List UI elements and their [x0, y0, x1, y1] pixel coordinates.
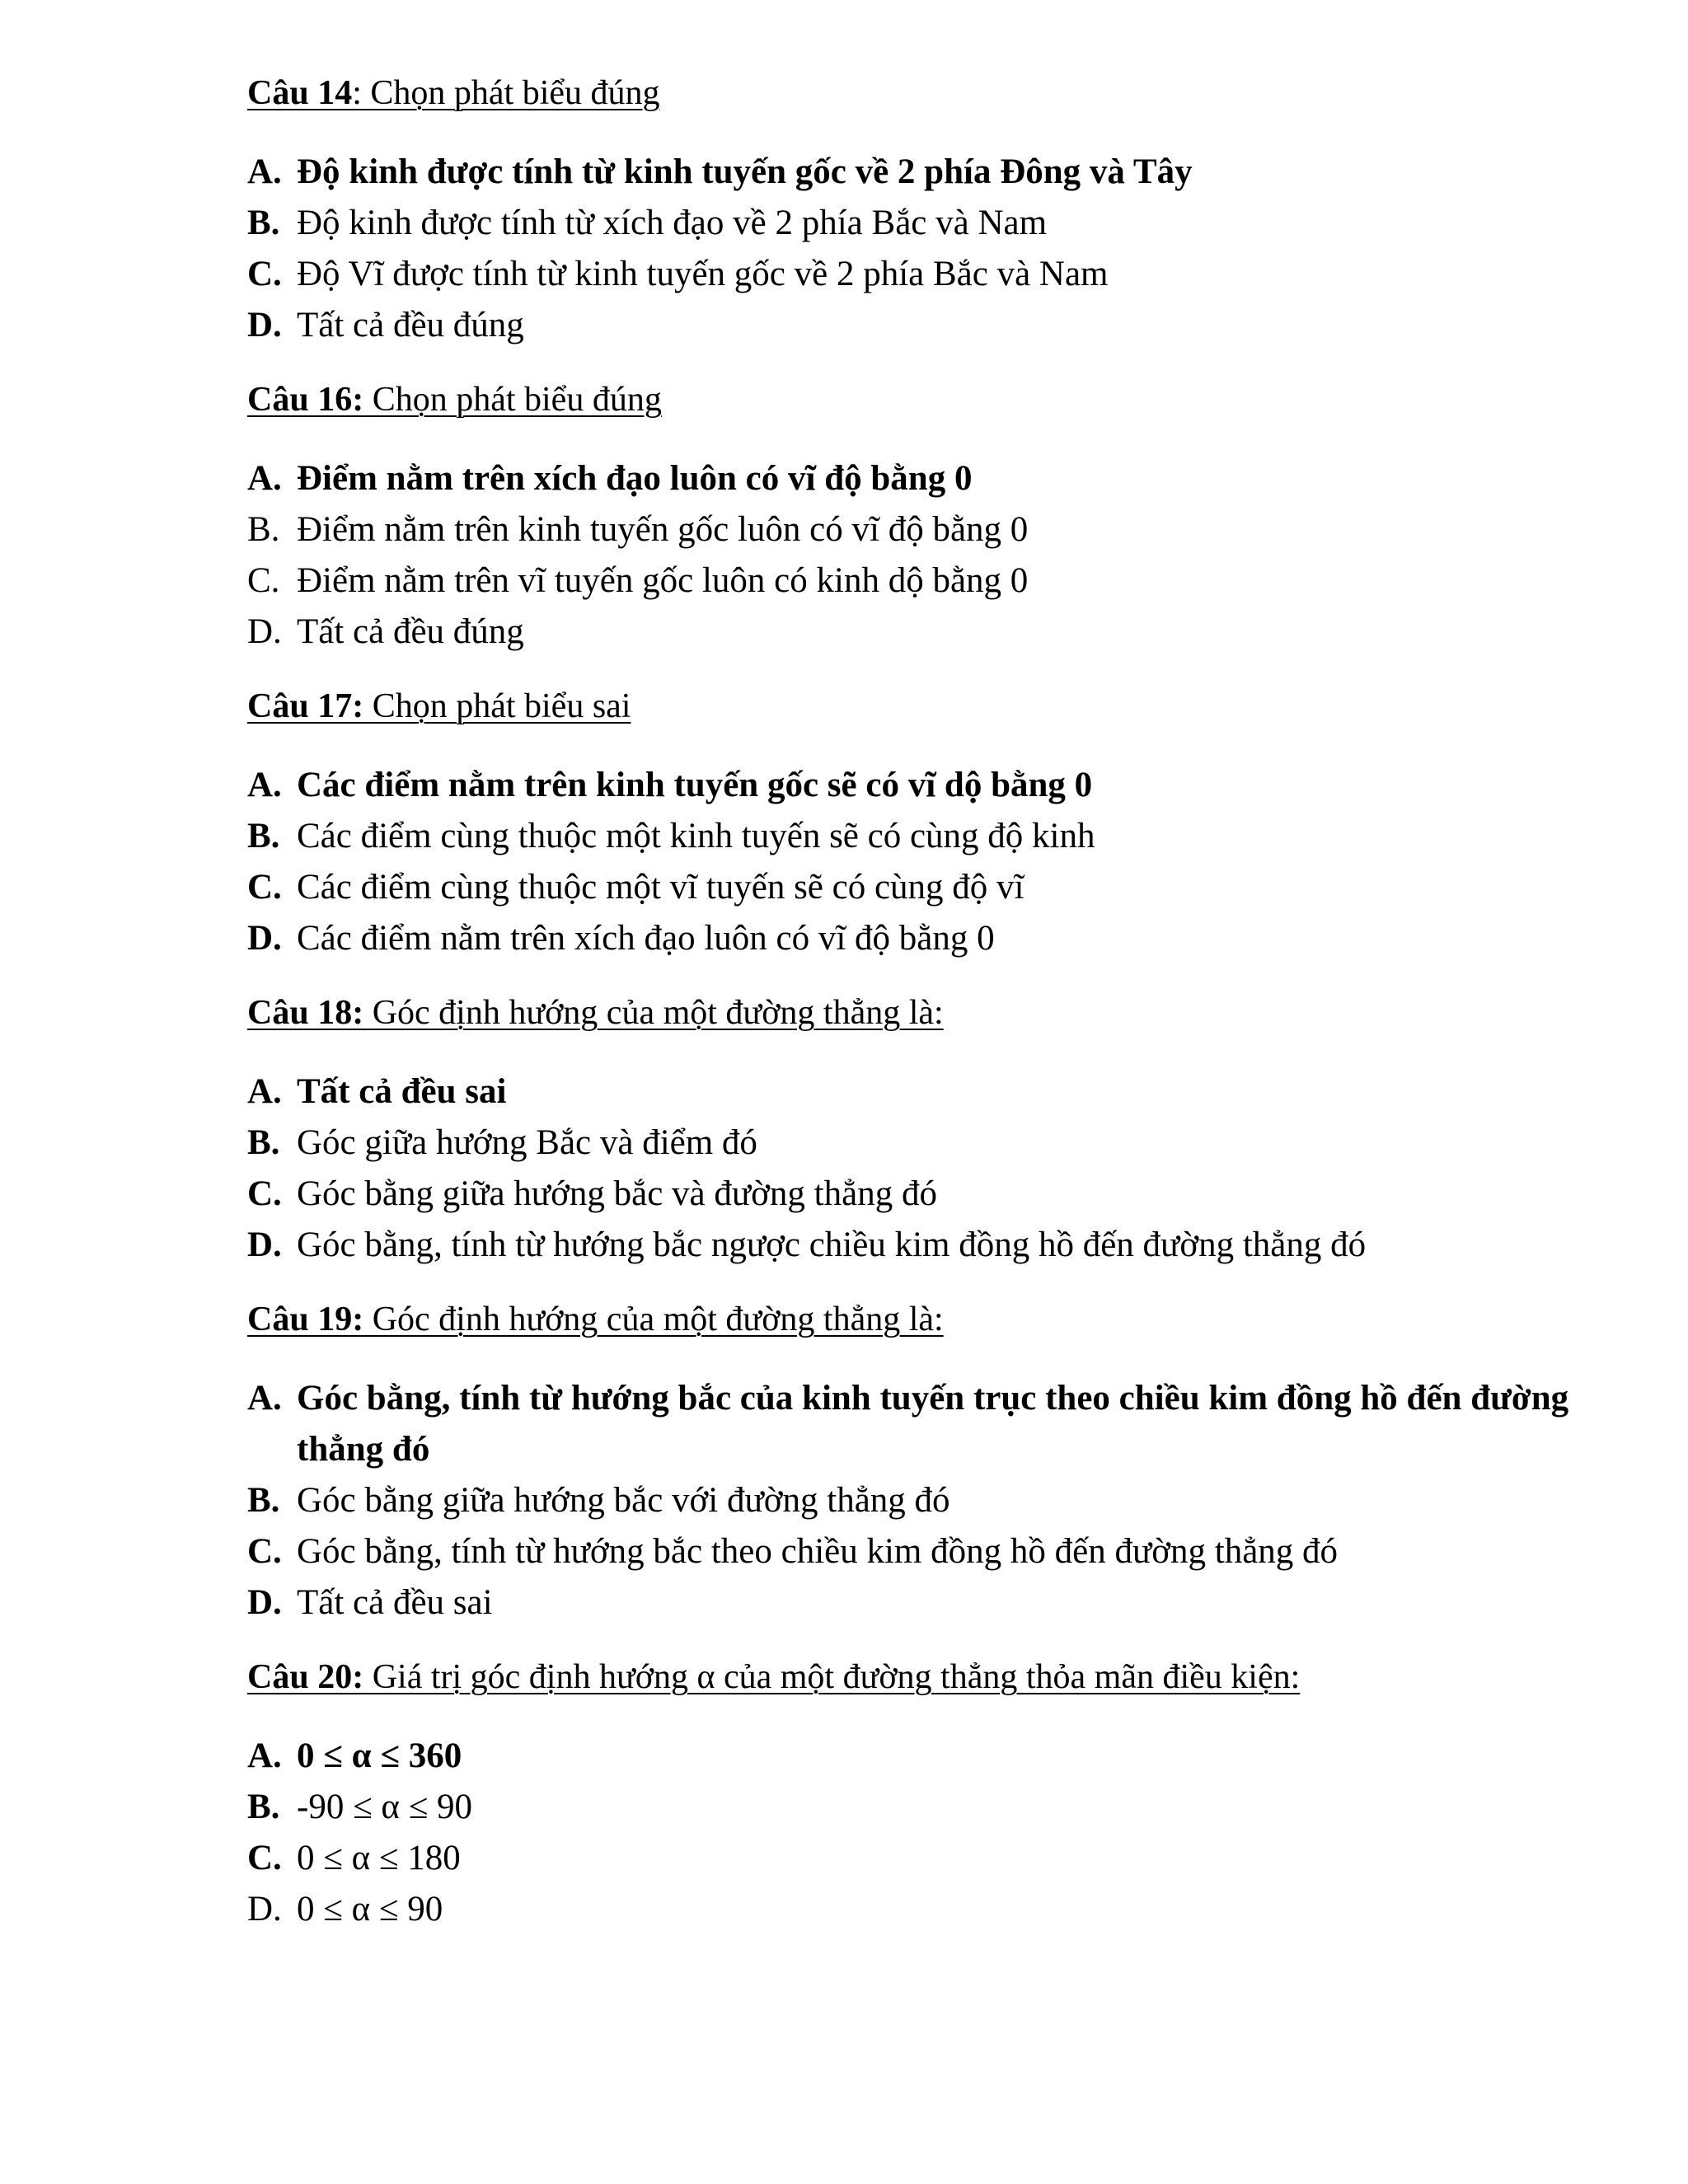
option-list — [247, 1731, 1599, 1935]
option-b — [247, 1118, 1599, 1169]
option-letter: A. — [247, 766, 282, 804]
option-b — [247, 198, 1599, 249]
option-b — [247, 1782, 1599, 1833]
option-d — [247, 607, 1599, 658]
question-14 — [247, 73, 1599, 351]
option-d — [247, 300, 1599, 351]
option-c — [247, 1169, 1599, 1220]
question-17 — [247, 686, 1599, 964]
option-text: 0 ≤ α ≤ 360 — [297, 1736, 462, 1775]
option-d — [247, 1884, 1599, 1935]
option-text: Góc bằng, tính từ hướng bắc của kinh tuyến trục theo chiều kim đồng hồ đến đường thẳng đó — [297, 1379, 1569, 1469]
question-title — [247, 992, 1599, 1033]
question-number: Câu 17: — [247, 687, 364, 725]
option-list — [247, 453, 1599, 658]
question-title — [247, 73, 1599, 114]
option-text: Các điểm nằm trên xích đạo luôn có vĩ độ bằng 0 — [297, 919, 995, 958]
option-a — [247, 760, 1599, 811]
option-text: Tất cả đều đúng — [297, 612, 524, 651]
option-d — [247, 1220, 1599, 1271]
option-letter: B. — [247, 204, 280, 242]
option-text: Độ kinh được tính từ xích đạo về 2 phía Bắc và Nam — [297, 204, 1048, 242]
option-text: Các điểm nằm trên kinh tuyến gốc sẽ có vĩ dộ bằng 0 — [297, 766, 1093, 804]
option-text: Góc bằng giữa hướng bắc với đường thẳng đó — [297, 1481, 950, 1520]
option-letter: A. — [247, 1072, 282, 1111]
option-letter: B. — [247, 1481, 280, 1520]
option-c — [247, 1526, 1599, 1577]
option-list — [247, 1373, 1599, 1629]
option-letter: A. — [247, 459, 282, 498]
question-number: Câu 19: — [247, 1301, 364, 1338]
option-letter: C. — [247, 1839, 282, 1877]
option-text: Tất cả đều sai — [297, 1583, 493, 1622]
option-letter: C. — [247, 255, 282, 293]
document-page — [247, 73, 1599, 1935]
question-number: Câu 20: — [247, 1658, 364, 1696]
option-letter: B. — [247, 510, 280, 549]
question-16 — [247, 379, 1599, 658]
option-letter: D. — [247, 1583, 282, 1622]
question-prompt: Góc định hướng của một đường thẳng là: — [363, 1301, 944, 1338]
option-text: Góc bằng, tính từ hướng bắc theo chiều kim đồng hồ đến đường thẳng đó — [297, 1532, 1339, 1571]
option-text: Góc bằng giữa hướng bắc và đường thẳng đó — [297, 1174, 937, 1213]
option-letter: A. — [247, 1379, 282, 1418]
option-c — [247, 555, 1599, 607]
option-text: Tất cả đều đúng — [297, 306, 524, 344]
question-18 — [247, 992, 1599, 1271]
question-title — [247, 1299, 1599, 1340]
question-prompt: Chọn phát biểu đúng — [363, 381, 662, 419]
option-c — [247, 1833, 1599, 1884]
question-title — [247, 379, 1599, 420]
option-d — [247, 1577, 1599, 1629]
option-a — [247, 1731, 1599, 1782]
option-text: Điểm nằm trên vĩ tuyến gốc luôn có kinh dộ bằng 0 — [297, 561, 1029, 600]
option-letter: C. — [247, 561, 280, 600]
option-text: 0 ≤ α ≤ 90 — [297, 1890, 443, 1929]
option-list — [247, 1066, 1599, 1271]
option-letter: D. — [247, 306, 282, 344]
option-letter: A. — [247, 152, 282, 191]
option-text: Góc giữa hướng Bắc và điểm đó — [297, 1123, 757, 1162]
option-text: Các điểm cùng thuộc một kinh tuyến sẽ có cùng độ kinh — [297, 817, 1095, 855]
option-letter: D. — [247, 919, 282, 958]
option-letter: D. — [247, 612, 282, 651]
option-text: Điểm nằm trên xích đạo luôn có vĩ độ bằng 0 — [297, 459, 973, 498]
option-letter: B. — [247, 1788, 280, 1826]
option-d — [247, 913, 1599, 964]
question-number: Câu 18: — [247, 994, 364, 1032]
option-text: Độ Vĩ được tính từ kinh tuyến gốc về 2 phía Bắc và Nam — [297, 255, 1109, 293]
option-c — [247, 862, 1599, 913]
question-prompt: Chọn phát biểu sai — [363, 687, 631, 725]
option-letter: A. — [247, 1736, 282, 1775]
option-list — [247, 147, 1599, 351]
option-text: 0 ≤ α ≤ 180 — [297, 1839, 461, 1877]
question-prompt: Góc định hướng của một đường thẳng là: — [363, 994, 944, 1032]
option-text: Độ kinh được tính từ kinh tuyến gốc về 2 phía Đông và Tây — [297, 152, 1193, 191]
option-text: Tất cả đều sai — [297, 1072, 507, 1111]
option-a — [247, 147, 1599, 198]
question-number: Câu 14 — [247, 74, 353, 112]
option-b — [247, 504, 1599, 555]
option-text: Góc bằng, tính từ hướng bắc ngược chiều kim đồng hồ đến đường thẳng đó — [297, 1226, 1367, 1264]
option-b — [247, 811, 1599, 862]
option-letter: C. — [247, 1174, 282, 1213]
option-b — [247, 1475, 1599, 1526]
option-text: -90 ≤ α ≤ 90 — [297, 1788, 473, 1826]
option-letter: D. — [247, 1226, 282, 1264]
question-prompt: Giá trị góc định hướng α của một đường thẳng thỏa mãn điều kiện: — [363, 1658, 1301, 1696]
option-letter: C. — [247, 1532, 282, 1571]
option-letter: C. — [247, 868, 282, 907]
option-a — [247, 1066, 1599, 1118]
question-prompt: : Chọn phát biểu đúng — [352, 74, 660, 112]
option-letter: B. — [247, 1123, 280, 1162]
option-letter: D. — [247, 1890, 282, 1929]
option-c — [247, 249, 1599, 300]
option-a — [247, 453, 1599, 504]
question-number: Câu 16: — [247, 381, 364, 419]
question-20 — [247, 1657, 1599, 1935]
option-text: Điểm nằm trên kinh tuyến gốc luôn có vĩ độ bằng 0 — [297, 510, 1029, 549]
question-title — [247, 686, 1599, 727]
option-list — [247, 760, 1599, 964]
question-title — [247, 1657, 1599, 1698]
option-a — [247, 1373, 1599, 1475]
option-letter: B. — [247, 817, 280, 855]
question-19 — [247, 1299, 1599, 1629]
option-text: Các điểm cùng thuộc một vĩ tuyến sẽ có cùng độ vĩ — [297, 868, 1025, 907]
